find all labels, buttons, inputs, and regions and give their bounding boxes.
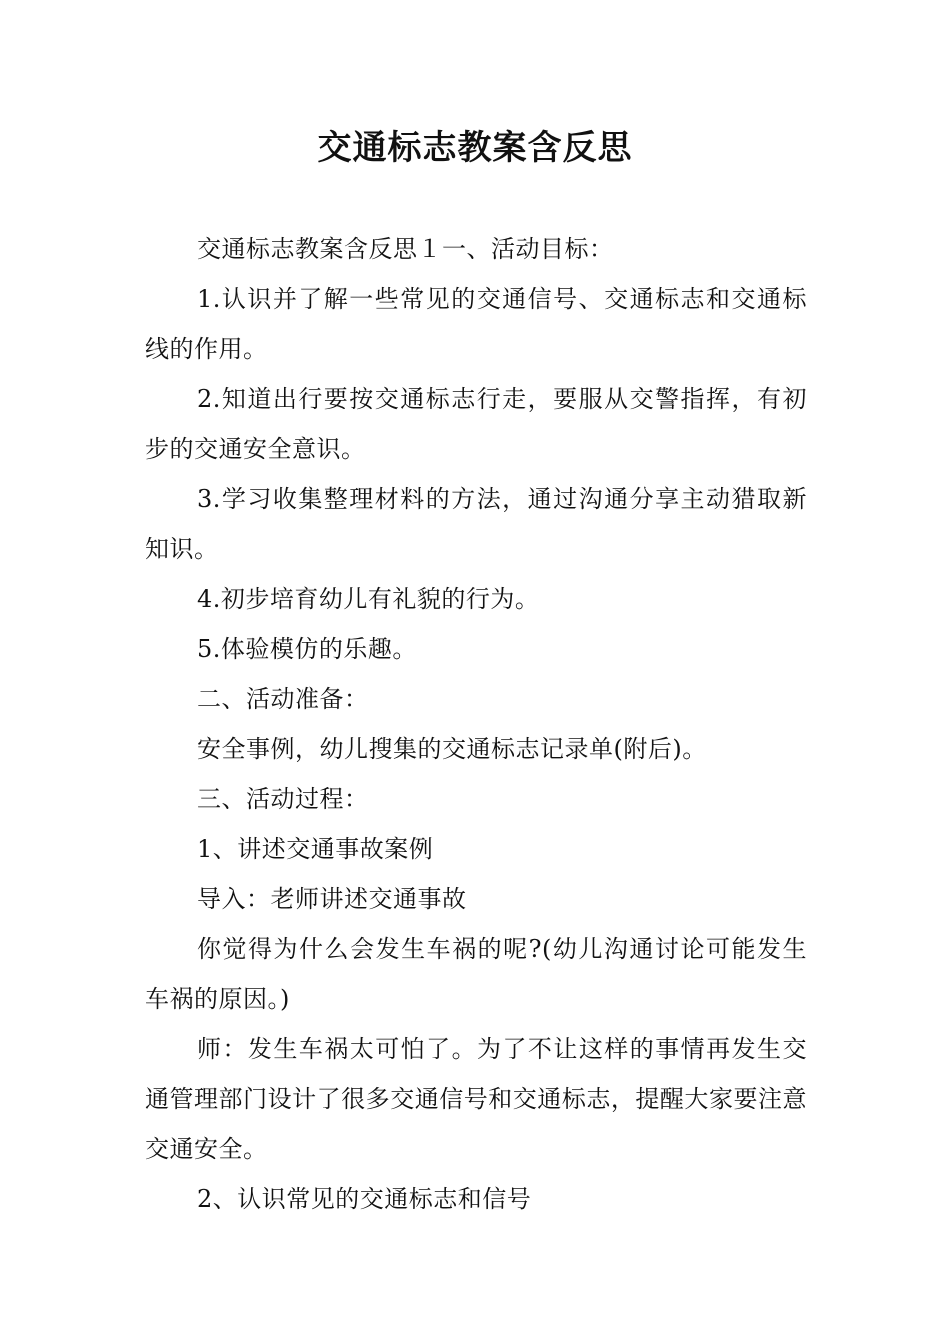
document-body	[145, 224, 807, 1224]
paragraph-teacher: 师：发生车祸太可怕了。为了不让这样的事情再发生交通管理部门设计了很多交通信号和交通标志，提醒大家要注意交通安全。	[145, 1035, 807, 1163]
section-heading-preparation: 二、活动准备：	[197, 685, 369, 713]
paragraph-goal-4: 4.初步培育幼儿有礼貌的行为。	[197, 585, 540, 613]
paragraph-question: 你觉得为什么会发生车祸的呢?(幼儿沟通讨论可能发生车祸的原因。)	[145, 935, 807, 1013]
paragraph-introduction: 导入：老师讲述交通事故	[197, 885, 467, 913]
document-title: 交通标志教案含反思	[317, 128, 633, 168]
paragraph-goal-1: 1.认识并了解一些常见的交通信号、交通标志和交通标线的作用。	[145, 285, 807, 363]
paragraph-goal-2: 2.知道出行要按交通标志行走，要服从交警指挥，有初步的交通安全意识。	[145, 385, 807, 463]
paragraph-goal-3: 3.学习收集整理材料的方法，通过沟通分享主动猎取新知识。	[145, 485, 807, 563]
section-heading-process: 三、活动过程：	[197, 785, 369, 813]
process-step-1: 1、讲述交通事故案例	[197, 835, 434, 863]
process-step-2: 2、认识常见的交通标志和信号	[197, 1185, 532, 1213]
paragraph-intro: 交通标志教案含反思１一、活动目标：	[197, 235, 614, 263]
paragraph-goal-5: 5.体验模仿的乐趣。	[197, 635, 417, 663]
paragraph-preparation: 安全事例，幼儿搜集的交通标志记录单(附后)。	[197, 735, 707, 763]
